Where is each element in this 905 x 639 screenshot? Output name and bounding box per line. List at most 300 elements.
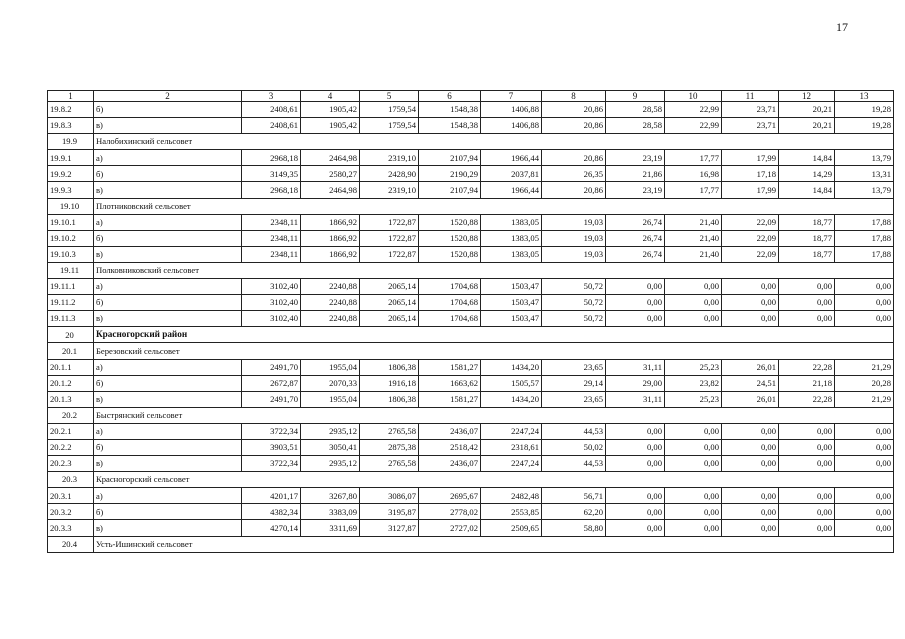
- value-cell: 3311,69: [301, 520, 360, 536]
- table-row: [48, 214, 894, 230]
- value-cell: 20,21: [779, 102, 835, 118]
- value-cell: 1581,27: [419, 359, 481, 375]
- table-row: [48, 118, 894, 134]
- column-number-header: 8: [542, 91, 606, 102]
- value-cell: 21,40: [665, 230, 722, 246]
- column-number-header: 5: [360, 91, 419, 102]
- table-row: [48, 279, 894, 295]
- variant-cell: в): [94, 520, 242, 536]
- table-body: [48, 91, 894, 553]
- value-cell: 0,00: [779, 504, 835, 520]
- value-cell: 0,00: [835, 456, 894, 472]
- settlement-title: Березовский сельсовет: [94, 343, 894, 359]
- value-cell: 2319,10: [360, 182, 419, 198]
- value-cell: 1520,88: [419, 230, 481, 246]
- value-cell: 2065,14: [360, 311, 419, 327]
- value-cell: 2553,85: [481, 504, 542, 520]
- value-cell: 1866,92: [301, 214, 360, 230]
- value-cell: 1548,38: [419, 102, 481, 118]
- value-cell: 0,00: [779, 456, 835, 472]
- value-cell: 0,00: [722, 456, 779, 472]
- value-cell: 14,29: [779, 166, 835, 182]
- variant-cell: а): [94, 488, 242, 504]
- value-cell: 0,00: [606, 439, 665, 455]
- section-code-cell: 20.2: [48, 407, 94, 423]
- value-cell: 50,02: [542, 439, 606, 455]
- value-cell: 26,74: [606, 246, 665, 262]
- value-cell: 1704,68: [419, 311, 481, 327]
- value-cell: 2935,12: [301, 456, 360, 472]
- column-number-header: 11: [722, 91, 779, 102]
- value-cell: 1966,44: [481, 150, 542, 166]
- section-code-cell: 19.10: [48, 198, 94, 214]
- variant-cell: а): [94, 359, 242, 375]
- value-cell: 0,00: [722, 439, 779, 455]
- section-code-cell: 20.1: [48, 343, 94, 359]
- section-code-cell: 19.9: [48, 134, 94, 150]
- variant-cell: а): [94, 150, 242, 166]
- value-cell: 2348,11: [242, 230, 301, 246]
- value-cell: 18,77: [779, 230, 835, 246]
- value-cell: 2240,88: [301, 279, 360, 295]
- value-cell: 2348,11: [242, 214, 301, 230]
- value-cell: 1759,54: [360, 102, 419, 118]
- settlement-header-row: [48, 134, 894, 150]
- section-code-cell: 19.11: [48, 262, 94, 278]
- value-cell: 28,58: [606, 102, 665, 118]
- value-cell: 20,86: [542, 150, 606, 166]
- value-cell: 1383,05: [481, 230, 542, 246]
- value-cell: 0,00: [835, 423, 894, 439]
- value-cell: 14,84: [779, 150, 835, 166]
- value-cell: 2408,61: [242, 102, 301, 118]
- value-cell: 17,99: [722, 182, 779, 198]
- value-cell: 21,40: [665, 214, 722, 230]
- row-code-cell: 19.10.2: [48, 230, 94, 246]
- value-cell: 2580,27: [301, 166, 360, 182]
- value-cell: 0,00: [779, 279, 835, 295]
- value-cell: 2935,12: [301, 423, 360, 439]
- value-cell: 21,86: [606, 166, 665, 182]
- value-cell: 22,09: [722, 214, 779, 230]
- value-cell: 16,98: [665, 166, 722, 182]
- value-cell: 3722,34: [242, 456, 301, 472]
- value-cell: 3195,87: [360, 504, 419, 520]
- value-cell: 2464,98: [301, 150, 360, 166]
- value-cell: 1503,47: [481, 279, 542, 295]
- value-cell: 1581,27: [419, 391, 481, 407]
- value-cell: 3722,34: [242, 423, 301, 439]
- column-number-header: 1: [48, 91, 94, 102]
- page-number: 17: [836, 20, 848, 34]
- value-cell: 50,72: [542, 279, 606, 295]
- value-cell: 0,00: [665, 311, 722, 327]
- row-code-cell: 19.10.1: [48, 214, 94, 230]
- value-cell: 56,71: [542, 488, 606, 504]
- row-code-cell: 19.11.2: [48, 295, 94, 311]
- variant-cell: в): [94, 456, 242, 472]
- value-cell: 31,11: [606, 359, 665, 375]
- value-cell: 0,00: [722, 311, 779, 327]
- value-cell: 23,65: [542, 359, 606, 375]
- table-row: [48, 488, 894, 504]
- value-cell: 0,00: [606, 504, 665, 520]
- value-cell: 4270,14: [242, 520, 301, 536]
- value-cell: 21,40: [665, 246, 722, 262]
- value-cell: 3086,07: [360, 488, 419, 504]
- value-cell: 2672,87: [242, 375, 301, 391]
- value-cell: 20,86: [542, 182, 606, 198]
- value-cell: 22,28: [779, 391, 835, 407]
- settlement-header-row: [48, 343, 894, 359]
- value-cell: 4201,17: [242, 488, 301, 504]
- value-cell: 1505,57: [481, 375, 542, 391]
- section-code-cell: 20.3: [48, 472, 94, 488]
- value-cell: 25,23: [665, 391, 722, 407]
- value-cell: 2240,88: [301, 295, 360, 311]
- value-cell: 0,00: [835, 439, 894, 455]
- row-code-cell: 19.11.3: [48, 311, 94, 327]
- value-cell: 2436,07: [419, 456, 481, 472]
- value-cell: 0,00: [722, 520, 779, 536]
- value-cell: 0,00: [835, 295, 894, 311]
- value-cell: 3102,40: [242, 311, 301, 327]
- table-row: [48, 375, 894, 391]
- value-cell: 0,00: [665, 488, 722, 504]
- variant-cell: в): [94, 311, 242, 327]
- variant-cell: б): [94, 166, 242, 182]
- value-cell: 0,00: [606, 295, 665, 311]
- value-cell: 1866,92: [301, 230, 360, 246]
- section-code-cell: 20.4: [48, 536, 94, 552]
- row-code-cell: 20.2.1: [48, 423, 94, 439]
- value-cell: 17,88: [835, 246, 894, 262]
- value-cell: 3102,40: [242, 279, 301, 295]
- value-cell: 4382,34: [242, 504, 301, 520]
- value-cell: 19,03: [542, 246, 606, 262]
- row-code-cell: 19.9.2: [48, 166, 94, 182]
- variant-cell: б): [94, 439, 242, 455]
- settlement-title: Быстрянский сельсовет: [94, 407, 894, 423]
- value-cell: 23,65: [542, 391, 606, 407]
- value-cell: 3127,87: [360, 520, 419, 536]
- value-cell: 21,18: [779, 375, 835, 391]
- value-cell: 1916,18: [360, 375, 419, 391]
- value-cell: 0,00: [779, 439, 835, 455]
- settlement-header-row: [48, 262, 894, 278]
- value-cell: 2695,67: [419, 488, 481, 504]
- value-cell: 23,71: [722, 118, 779, 134]
- value-cell: 17,99: [722, 150, 779, 166]
- value-cell: 0,00: [665, 439, 722, 455]
- settlement-title: Плотниковский сельсовет: [94, 198, 894, 214]
- table-row: [48, 102, 894, 118]
- value-cell: 0,00: [835, 488, 894, 504]
- value-cell: 0,00: [665, 295, 722, 311]
- value-cell: 22,99: [665, 102, 722, 118]
- column-number-header: 3: [242, 91, 301, 102]
- value-cell: 1759,54: [360, 118, 419, 134]
- value-cell: 1966,44: [481, 182, 542, 198]
- column-number-header: 6: [419, 91, 481, 102]
- value-cell: 2319,10: [360, 150, 419, 166]
- table-row: [48, 182, 894, 198]
- value-cell: 21,29: [835, 359, 894, 375]
- value-cell: 2509,65: [481, 520, 542, 536]
- value-cell: 1722,87: [360, 214, 419, 230]
- column-number-header: 13: [835, 91, 894, 102]
- variant-cell: б): [94, 295, 242, 311]
- row-code-cell: 19.8.2: [48, 102, 94, 118]
- column-number-header: 7: [481, 91, 542, 102]
- value-cell: 0,00: [665, 423, 722, 439]
- value-cell: 0,00: [665, 456, 722, 472]
- value-cell: 17,77: [665, 182, 722, 198]
- variant-cell: в): [94, 182, 242, 198]
- value-cell: 29,00: [606, 375, 665, 391]
- value-cell: 18,77: [779, 214, 835, 230]
- value-cell: 1520,88: [419, 214, 481, 230]
- column-number-header-row: [48, 91, 894, 102]
- value-cell: 44,53: [542, 456, 606, 472]
- value-cell: 1704,68: [419, 279, 481, 295]
- value-cell: 0,00: [779, 488, 835, 504]
- value-cell: 3050,41: [301, 439, 360, 455]
- value-cell: 22,09: [722, 246, 779, 262]
- value-cell: 1434,20: [481, 359, 542, 375]
- value-cell: 1866,92: [301, 246, 360, 262]
- value-cell: 0,00: [722, 488, 779, 504]
- table-row: [48, 391, 894, 407]
- value-cell: 20,86: [542, 118, 606, 134]
- value-cell: 2875,38: [360, 439, 419, 455]
- settlement-title: Полковниковский сельсовет: [94, 262, 894, 278]
- value-cell: 2065,14: [360, 295, 419, 311]
- column-number-header: 2: [94, 91, 242, 102]
- section-code-cell: 20: [48, 327, 94, 343]
- value-cell: 58,80: [542, 520, 606, 536]
- value-cell: 26,01: [722, 391, 779, 407]
- tariff-table: [47, 90, 894, 553]
- row-code-cell: 20.1.3: [48, 391, 94, 407]
- value-cell: 24,51: [722, 375, 779, 391]
- value-cell: 31,11: [606, 391, 665, 407]
- value-cell: 0,00: [835, 311, 894, 327]
- value-cell: 1704,68: [419, 295, 481, 311]
- table-row: [48, 359, 894, 375]
- value-cell: 0,00: [835, 520, 894, 536]
- value-cell: 1383,05: [481, 214, 542, 230]
- value-cell: 20,21: [779, 118, 835, 134]
- value-cell: 50,72: [542, 295, 606, 311]
- variant-cell: б): [94, 504, 242, 520]
- row-code-cell: 20.1.2: [48, 375, 94, 391]
- value-cell: 0,00: [722, 295, 779, 311]
- value-cell: 0,00: [606, 311, 665, 327]
- settlement-title: Красногорский сельсовет: [94, 472, 894, 488]
- settlement-header-row: [48, 198, 894, 214]
- value-cell: 1406,88: [481, 102, 542, 118]
- value-cell: 2240,88: [301, 311, 360, 327]
- value-cell: 18,77: [779, 246, 835, 262]
- table-row: [48, 246, 894, 262]
- table-row: [48, 520, 894, 536]
- value-cell: 20,28: [835, 375, 894, 391]
- value-cell: 29,14: [542, 375, 606, 391]
- variant-cell: а): [94, 214, 242, 230]
- value-cell: 3267,80: [301, 488, 360, 504]
- value-cell: 20,86: [542, 102, 606, 118]
- value-cell: 1955,04: [301, 391, 360, 407]
- value-cell: 3102,40: [242, 295, 301, 311]
- row-code-cell: 19.9.3: [48, 182, 94, 198]
- district-header-row: [48, 327, 894, 343]
- settlement-title: Налобихинский сельсовет: [94, 134, 894, 150]
- value-cell: 2247,24: [481, 423, 542, 439]
- settlement-header-row: [48, 407, 894, 423]
- value-cell: 2765,58: [360, 456, 419, 472]
- value-cell: 62,20: [542, 504, 606, 520]
- value-cell: 2190,29: [419, 166, 481, 182]
- value-cell: 23,82: [665, 375, 722, 391]
- value-cell: 1955,04: [301, 359, 360, 375]
- value-cell: 1434,20: [481, 391, 542, 407]
- value-cell: 1548,38: [419, 118, 481, 134]
- value-cell: 2491,70: [242, 359, 301, 375]
- value-cell: 2968,18: [242, 150, 301, 166]
- value-cell: 2778,02: [419, 504, 481, 520]
- value-cell: 0,00: [606, 488, 665, 504]
- column-number-header: 10: [665, 91, 722, 102]
- table-row: [48, 166, 894, 182]
- value-cell: 0,00: [779, 423, 835, 439]
- variant-cell: б): [94, 375, 242, 391]
- row-code-cell: 20.2.3: [48, 456, 94, 472]
- table-row: [48, 423, 894, 439]
- row-code-cell: 19.11.1: [48, 279, 94, 295]
- value-cell: 2408,61: [242, 118, 301, 134]
- value-cell: 2436,07: [419, 423, 481, 439]
- settlement-title: Усть-Ишинский сельсовет: [94, 536, 894, 552]
- row-code-cell: 20.2.2: [48, 439, 94, 455]
- value-cell: 22,28: [779, 359, 835, 375]
- value-cell: 3149,35: [242, 166, 301, 182]
- table-row: [48, 295, 894, 311]
- row-code-cell: 20.3.2: [48, 504, 94, 520]
- value-cell: 23,19: [606, 182, 665, 198]
- value-cell: 2070,33: [301, 375, 360, 391]
- table-row: [48, 504, 894, 520]
- value-cell: 26,74: [606, 230, 665, 246]
- variant-cell: а): [94, 423, 242, 439]
- value-cell: 0,00: [722, 423, 779, 439]
- value-cell: 2348,11: [242, 246, 301, 262]
- value-cell: 23,71: [722, 102, 779, 118]
- value-cell: 13,79: [835, 150, 894, 166]
- column-number-header: 4: [301, 91, 360, 102]
- row-code-cell: 20.3.1: [48, 488, 94, 504]
- row-code-cell: 20.3.3: [48, 520, 94, 536]
- value-cell: 2065,14: [360, 279, 419, 295]
- value-cell: 1905,42: [301, 102, 360, 118]
- value-cell: 0,00: [779, 520, 835, 536]
- variant-cell: в): [94, 391, 242, 407]
- variant-cell: а): [94, 279, 242, 295]
- value-cell: 0,00: [722, 504, 779, 520]
- row-code-cell: 20.1.1: [48, 359, 94, 375]
- value-cell: 3383,09: [301, 504, 360, 520]
- value-cell: 26,35: [542, 166, 606, 182]
- value-cell: 2518,42: [419, 439, 481, 455]
- value-cell: 14,84: [779, 182, 835, 198]
- value-cell: 2247,24: [481, 456, 542, 472]
- value-cell: 0,00: [606, 423, 665, 439]
- row-code-cell: 19.9.1: [48, 150, 94, 166]
- value-cell: 28,58: [606, 118, 665, 134]
- value-cell: 0,00: [665, 279, 722, 295]
- value-cell: 1663,62: [419, 375, 481, 391]
- value-cell: 0,00: [665, 504, 722, 520]
- table-row: [48, 230, 894, 246]
- value-cell: 21,29: [835, 391, 894, 407]
- table-row: [48, 456, 894, 472]
- value-cell: 1503,47: [481, 311, 542, 327]
- value-cell: 44,53: [542, 423, 606, 439]
- value-cell: 1806,38: [360, 391, 419, 407]
- value-cell: 50,72: [542, 311, 606, 327]
- value-cell: 19,03: [542, 230, 606, 246]
- value-cell: 0,00: [835, 279, 894, 295]
- value-cell: 1722,87: [360, 230, 419, 246]
- value-cell: 1383,05: [481, 246, 542, 262]
- value-cell: 1503,47: [481, 295, 542, 311]
- table-row: [48, 439, 894, 455]
- value-cell: 23,19: [606, 150, 665, 166]
- variant-cell: в): [94, 118, 242, 134]
- value-cell: 17,77: [665, 150, 722, 166]
- value-cell: 22,09: [722, 230, 779, 246]
- value-cell: 13,79: [835, 182, 894, 198]
- value-cell: 19,28: [835, 118, 894, 134]
- column-number-header: 12: [779, 91, 835, 102]
- value-cell: 0,00: [722, 279, 779, 295]
- value-cell: 2464,98: [301, 182, 360, 198]
- value-cell: 17,18: [722, 166, 779, 182]
- value-cell: 0,00: [665, 520, 722, 536]
- value-cell: 17,88: [835, 214, 894, 230]
- district-title: Красногорский район: [94, 327, 894, 343]
- value-cell: 17,88: [835, 230, 894, 246]
- value-cell: 0,00: [606, 279, 665, 295]
- value-cell: 13,31: [835, 166, 894, 182]
- value-cell: 19,28: [835, 102, 894, 118]
- value-cell: 2428,90: [360, 166, 419, 182]
- value-cell: 1905,42: [301, 118, 360, 134]
- value-cell: 2318,61: [481, 439, 542, 455]
- value-cell: 1722,87: [360, 246, 419, 262]
- value-cell: 0,00: [606, 456, 665, 472]
- table-row: [48, 311, 894, 327]
- value-cell: 2107,94: [419, 182, 481, 198]
- variant-cell: б): [94, 102, 242, 118]
- value-cell: 0,00: [835, 504, 894, 520]
- value-cell: 1806,38: [360, 359, 419, 375]
- value-cell: 1520,88: [419, 246, 481, 262]
- row-code-cell: 19.10.3: [48, 246, 94, 262]
- settlement-header-row: [48, 472, 894, 488]
- value-cell: 22,99: [665, 118, 722, 134]
- value-cell: 19,03: [542, 214, 606, 230]
